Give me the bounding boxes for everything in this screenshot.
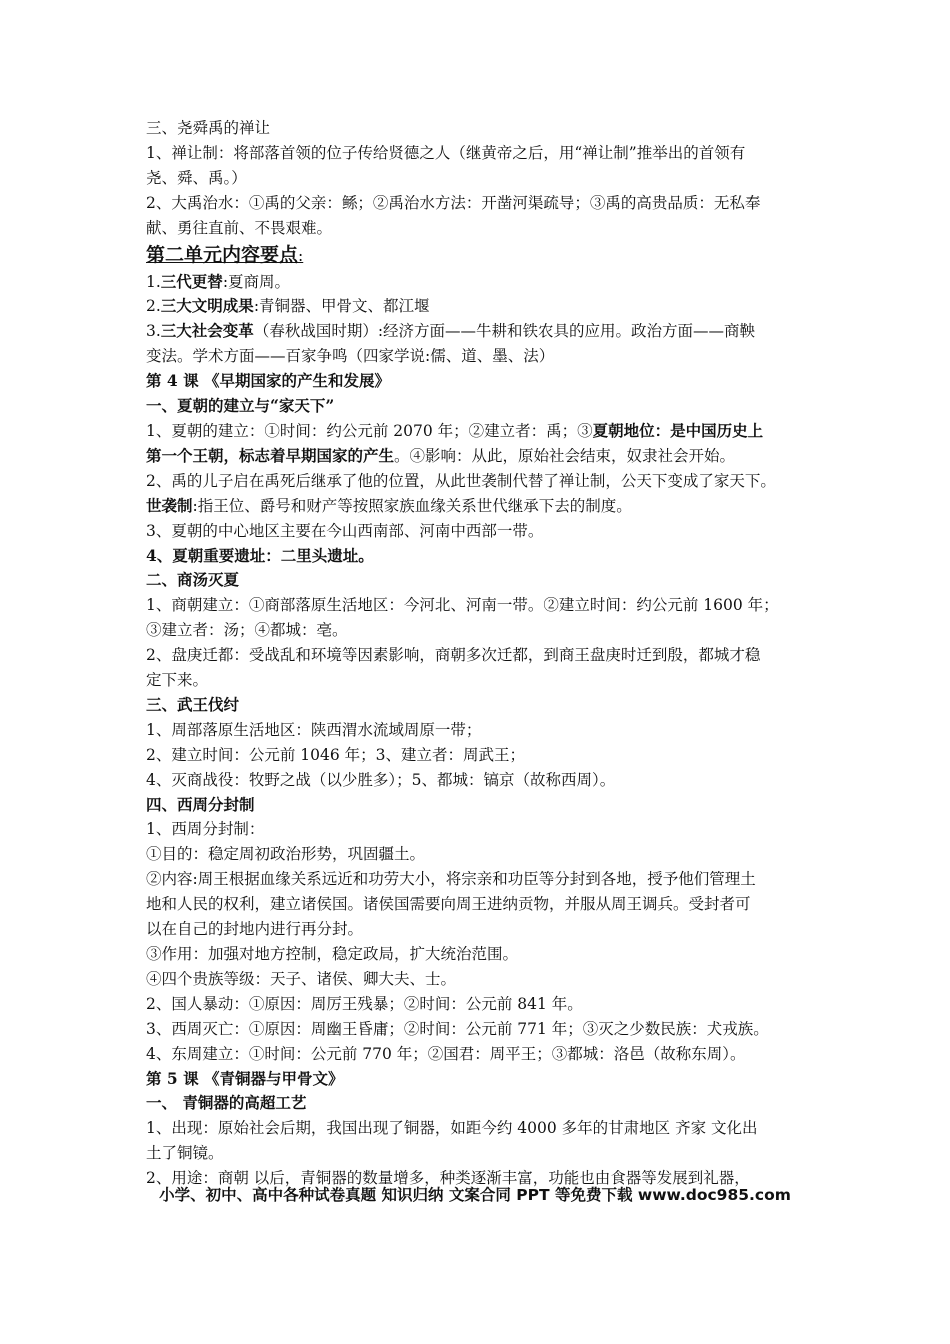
text-line: 变法。学术方面——百家争鸣（四家学说:儒、道、墨、法） — [146, 347, 555, 366]
text-span: 3. — [146, 322, 161, 341]
document-body — [146, 116, 822, 1191]
bold-term: 第一个王朝，标志着早期国家的产生 — [146, 445, 395, 465]
text-line: 4、夏朝重要遗址：二里头遗址。 — [146, 545, 374, 565]
footer-banner: 小学、初中、高中各种试卷真题 知识归纳 文案合同 PPT 等免费下载 www.doc985.com — [159, 1186, 791, 1204]
text-line: 1、商朝建立：①商部落原生活地区：今河北、河南一带。②建立时间：约公元前 1600 年； — [146, 596, 779, 615]
text-span: :青铜器、甲骨文、都江堰 — [253, 297, 430, 316]
section-heading: 三、尧舜禹的禅让 — [146, 119, 271, 137]
text-line: 2、用途：商朝 以后，青铜器的数量增多，种类逐渐丰富，功能也由食器等发展到礼器， — [146, 1169, 750, 1188]
text-span: :指王位、爵号和财产等按照家族血缘关系世代继承下去的制度。 — [192, 496, 632, 515]
text-span: 1. — [146, 272, 161, 291]
text-span: （春秋战国时期）:经济方面——牛耕和铁农具的应用。政治方面——商鞅 — [253, 322, 756, 341]
text-line — [146, 294, 822, 319]
text-span: :夏商周。 — [222, 272, 291, 291]
section-heading: 二、商汤灭夏 — [146, 570, 240, 590]
text-line: 1、周部落原生活地区：陕西渭水流域周原一带； — [146, 720, 482, 739]
text-line: 2、禹的儿子启在禹死后继承了他的位置，从此世袭制代替了禅让制，公天下变成了家天下。 — [146, 471, 776, 490]
unit-title-text: 第二单元内容要点 — [146, 243, 299, 266]
text-line: 1、出现：原始社会后期，我国出现了铜器，如距今约 4000 多年的甘肃地区 齐家 文化出 — [146, 1119, 758, 1138]
section-heading: 一、 青铜器的高超工艺 — [146, 1093, 307, 1113]
text-line: 2、建立时间：公元前 1046 年；3、建立者：周武王； — [146, 745, 526, 764]
text-line — [146, 319, 822, 344]
text-line: 2、盘庚迁都：受战乱和环境等因素影响，商朝多次迁都，到商王盘庚时迁到殷，都城才稳 — [146, 646, 761, 665]
section-heading: 四、西周分封制 — [146, 794, 255, 814]
text-line: 尧、舜、禹。） — [146, 168, 247, 187]
text-line: 以在自己的封地内进行再分封。 — [146, 920, 364, 939]
text-line — [146, 444, 822, 469]
text-line: 土了铜镜。 — [146, 1144, 224, 1163]
text-line: ④四个贵族等级：天子、诸侯、卿大夫、士。 — [146, 969, 457, 988]
text-line: ③作用：加强对地方控制，稳定政局，扩大统治范围。 — [146, 945, 519, 963]
text-line: 3、西周灭亡：①原因：周幽王昏庸；②时间：公元前 771 年；③灭之少数民族：犬戎族。 — [146, 1019, 769, 1038]
text-line: 2、大禹治水：①禹的父亲：鲧；②禹治水方法：开凿河渠疏导；③禹的高贵品质：无私奉 — [146, 193, 761, 212]
text-span: 2. — [146, 297, 161, 316]
text-line: 4、灭商战役：牧野之战（以少胜多）；5、都城：镐京（故称西周）。 — [146, 770, 616, 789]
bold-term: 夏朝地位：是中国历史上 — [592, 420, 764, 440]
text-line: ①目的：稳定周初政治形势，巩固疆土。 — [146, 845, 426, 864]
bold-term: 世袭制 — [146, 495, 193, 515]
text-line: ②内容:周王根据血缘关系远近和功劳大小，将宗亲和功臣等分封到各地，授予他们管理土 — [146, 870, 756, 889]
unit-title — [146, 241, 822, 270]
text-line: 3、夏朝的中心地区主要在今山西南部、河南中西部一带。 — [146, 521, 544, 540]
section-heading: 一、夏朝的建立与“家天下” — [146, 396, 335, 416]
text-line: 地和人民的权利，建立诸侯国。诸侯国需要向周王进纳贡物，并服从周王调兵。受封者可 — [146, 895, 751, 914]
bold-term: 三代更替 — [160, 271, 223, 291]
lesson-title: 第 5 课 《青铜器与甲骨文》 — [146, 1068, 344, 1088]
bold-term: 三大文明成果 — [160, 296, 254, 316]
text-line — [146, 270, 822, 295]
text-line: ③建立者：汤；④都城：亳。 — [146, 621, 348, 640]
text-span: 。④影响：从此，原始社会结束，奴隶社会开始。 — [394, 446, 736, 465]
text-line — [146, 419, 822, 444]
unit-title-colon: : — [298, 246, 304, 265]
text-line: 1、西周分封制： — [146, 820, 265, 839]
text-line: 定下来。 — [146, 671, 209, 690]
text-line: 1、禅让制：将部落首领的位子传给贤德之人（继黄帝之后，用“禅让制”推举出的首领有 — [146, 143, 746, 162]
bold-term: 三大社会变革 — [160, 321, 254, 341]
text-line: 2、国人暴动：①原因：周厉王残暴；②时间：公元前 841 年。 — [146, 994, 583, 1013]
lesson-title: 第 4 课 《早期国家的产生和发展》 — [146, 371, 390, 391]
text-line — [146, 494, 822, 519]
text-line: 献、勇往直前、不畏艰难。 — [146, 218, 333, 237]
text-line: 4、东周建立：①时间：公元前 770 年；②国君：周平王；③都城：洛邑（故称东周）。 — [146, 1044, 746, 1063]
text-span: 1、夏朝的建立：①时间：约公元前 2070 年；②建立者：禹；③ — [146, 421, 593, 440]
section-heading: 三、武王伐纣 — [146, 694, 240, 714]
